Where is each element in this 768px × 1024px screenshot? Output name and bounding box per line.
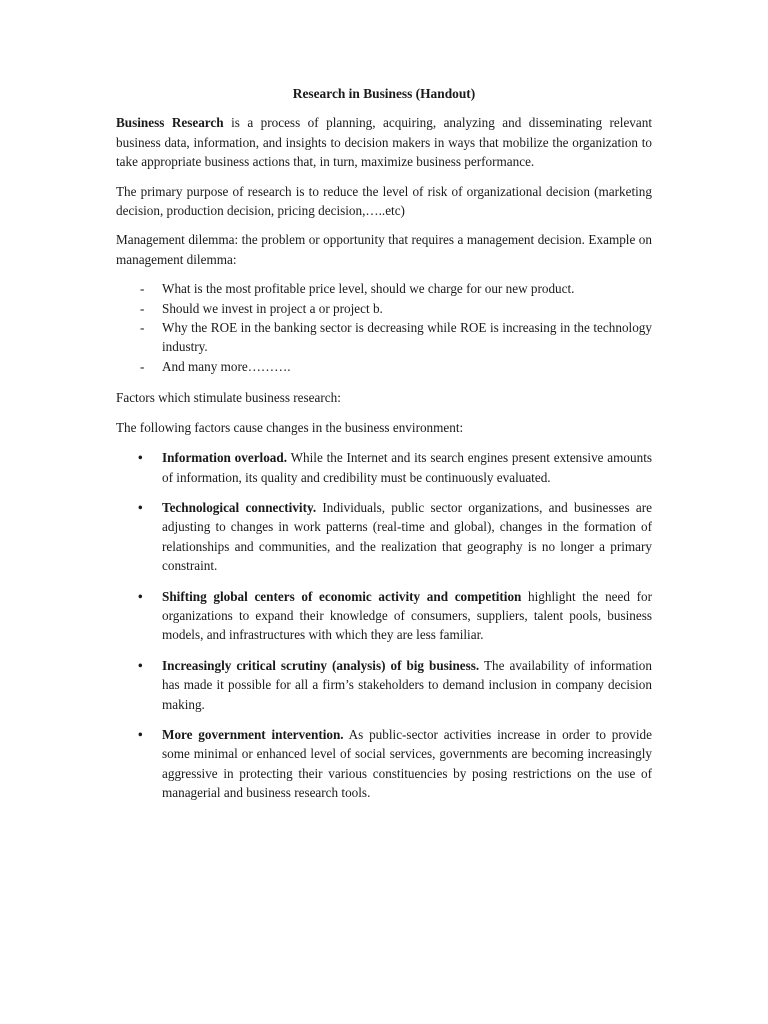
list-item: [116, 725, 652, 803]
bullet-marker: •: [138, 450, 143, 466]
list-item: [116, 587, 652, 645]
list-item-text: And many more……….: [162, 358, 291, 374]
list-item-text: What is the most profitable price level, should we charge for our new product.: [162, 281, 575, 297]
dilemma-examples-list: [116, 279, 652, 376]
dash-marker: -: [140, 300, 145, 316]
factor-text: While the Internet and its search engines present extensive amounts of information, its quality and credibility must be continuously evaluated.: [162, 450, 652, 485]
factor-term: Increasingly critical scrutiny (analysis) of big business.: [162, 657, 480, 673]
factor-term: Information overload.: [162, 450, 288, 466]
document-title: Research in Business (Handout): [292, 86, 476, 101]
factors-intro: The following factors cause changes in the business environment:: [116, 419, 464, 435]
bullet-marker: •: [138, 726, 143, 742]
list-item: [116, 299, 652, 318]
dash-marker: -: [140, 358, 145, 374]
bullet-marker: •: [138, 588, 143, 604]
list-item: [116, 448, 652, 487]
intro-paragraph: [116, 113, 652, 171]
dash-marker: -: [140, 320, 145, 336]
factor-text: Individuals, public sector organizations, and businesses are adjusting to changes in work patterns (real-time and global), changes in the formation of relationships and communities, and the realization that geography is no longer a primary constraint.: [162, 499, 652, 574]
bullet-marker: •: [138, 657, 143, 673]
list-item: [116, 318, 652, 357]
intro-text: is a process of planning, acquiring, analyzing and disseminating relevant business data, information, and insights to decision makers in ways that mobilize the organization to take appropriate business actions that, in turn, maximize business performance.: [116, 115, 652, 170]
list-item: [116, 498, 652, 576]
factor-term: Technological connectivity.: [162, 499, 317, 515]
list-item-text: Should we invest in project a or project b.: [162, 300, 383, 316]
factor-text: highlight the need for organizations to expand their knowledge of consumers, suppliers, talent pools, business models, and infrastructures with which they are less familiar.: [162, 588, 652, 643]
list-item: [116, 279, 652, 298]
bullet-marker: •: [138, 499, 143, 515]
factors-list: [116, 448, 652, 803]
purpose-paragraph: The primary purpose of research is to reduce the level of risk of organizational decision (marketing decision, production decision, pricing decision,…..etc): [116, 183, 652, 219]
factors-heading: Factors which stimulate business research:: [116, 390, 341, 406]
list-item-text: Why the ROE in the banking sector is decreasing while ROE is increasing in the technology industry.: [162, 320, 652, 355]
intro-term: Business Research: [116, 115, 224, 131]
dash-marker: -: [140, 281, 145, 297]
list-item: [116, 357, 652, 376]
factor-text: As public-sector activities increase in order to provide some minimal or enhanced level of social services, governments are becoming increasingly aggressive in protecting their various constituencies by posing restrictions on the use of managerial and business research tools.: [162, 726, 652, 801]
factor-text: The availability of information has made it possible for all a firm’s stakeholders to demand inclusion in company decision making.: [162, 657, 652, 712]
list-item: [116, 656, 652, 714]
factor-term: Shifting global centers of economic activity and competition: [162, 588, 522, 604]
dilemma-paragraph: Management dilemma: the problem or opportunity that requires a management decision. Example on management dilemma:: [116, 232, 652, 267]
document-page: [116, 84, 652, 814]
factor-term: More government intervention.: [162, 726, 344, 742]
